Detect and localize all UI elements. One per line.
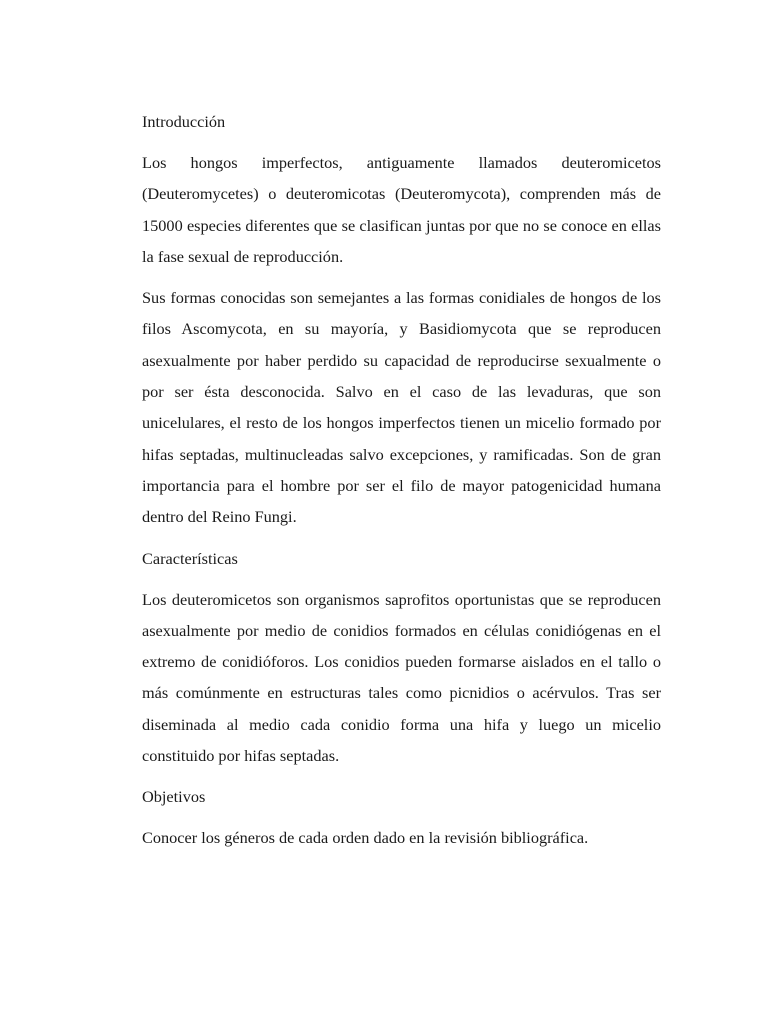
section-heading-objetivos: Objetivos (142, 787, 206, 807)
section-heading-introduccion: Introducción (142, 112, 226, 131)
paragraph-intro-1: Los hongos imperfectos, antiguamente llamados deuteromicetos (Deuteromycetes) o deuteromicotas (Deuteromycota), comprenden más de 15000 especies diferentes que se clasifican juntas por que no se conoce en ellas la fase sexual de reproducción. (142, 153, 661, 266)
document-page (142, 106, 661, 854)
paragraph-intro-2: Sus formas conocidas son semejantes a las formas conidiales de hongos de los filos Ascomycota, en su mayoría, y Basidiomycota que se reproducen asexualmente por haber perdido su capacidad de reproducirse sexualmente o por ser ésta desconocida. Salvo en el caso de las levaduras, que son unicelulares, el resto de los hongos imperfectos tienen un micelio formado por hifas septadas, multinucleadas salvo excepciones, y ramificadas. Son de gran importancia para el hombre por ser el filo de mayor patogenicidad humana dentro del Reino Fungi. (142, 288, 661, 527)
paragraph-caracteristicas-1: Los deuteromicetos son organismos saprofitos oportunistas que se reproducen asexualmente por medio de conidios formados en células conidiógenas en el extremo de conidióforos. Los conidios pueden formarse aislados en el tallo o más comúnmente en estructuras tales como picnidios o acérvulos. Tras ser diseminada al medio cada conidio forma una hifa y luego un micelio constituido por hifas septadas. (142, 589, 661, 766)
section-heading-caracteristicas: Características (142, 548, 238, 568)
paragraph-objetivos-1: Conocer los géneros de cada orden dado en la revisión bibliográfica. (142, 828, 589, 848)
